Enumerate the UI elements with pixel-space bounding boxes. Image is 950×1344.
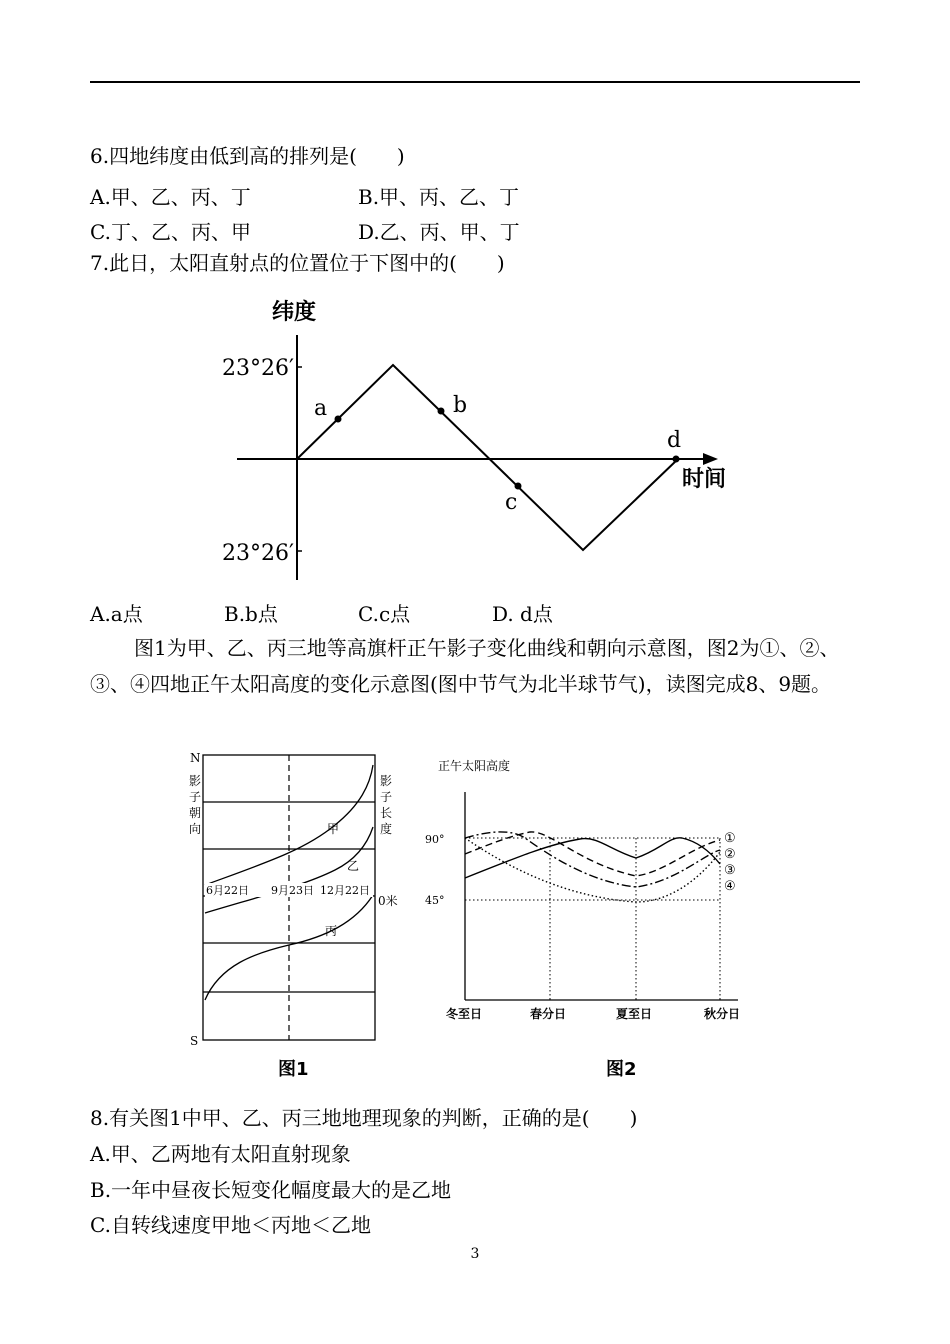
fig1-right-label-3: 长 <box>380 806 393 820</box>
q6-option-d: D.乙、丙、甲、丁 <box>358 220 520 244</box>
fig2-x-label-2: 春分日 <box>530 1007 567 1021</box>
fig2-label-1: ① <box>724 831 736 846</box>
point-a-marker <box>335 416 342 423</box>
q7-stem: 7.此日，太阳直射点的位置位于下图中的( ) <box>90 251 505 275</box>
q8-option-a: A.甲、乙两地有太阳直射现象 <box>90 1142 351 1166</box>
q6-stem: 6.四地纬度由低到高的排列是( ) <box>90 144 405 168</box>
figure-2 <box>420 752 760 1082</box>
fig2-x-label-3: 夏至日 <box>616 1007 653 1021</box>
fig1-label-yi: 乙 <box>347 859 360 873</box>
fig1-left-label-1: 影 <box>189 774 202 788</box>
fig2-x-label-1: 冬至日 <box>446 1007 483 1021</box>
q6-option-a: A.甲、乙、丙、丁 <box>90 185 251 209</box>
q8-stem: 8.有关图1中甲、乙、丙三地地理现象的判断，正确的是( ) <box>90 1106 638 1130</box>
intro-paragraph: 图1为甲、乙、丙三地等高旗杆正午影子变化曲线和朝向示意图，图2为①、②、③、④四地正午太阳高度的变化示意图(图中节气为北半球节气)，读图完成8、9题。 <box>90 636 840 696</box>
fig2-x-label-4: 秋分日 <box>704 1007 741 1021</box>
fig2-series-4 <box>465 838 720 902</box>
fig1-caption: 图1 <box>278 1059 309 1080</box>
y-axis-label: 纬度 <box>272 300 317 325</box>
fig2-tick-90: 90° <box>425 833 445 846</box>
q8-option-b: B.一年中昼夜长短变化幅度最大的是乙地 <box>90 1178 452 1202</box>
fig1-date-2: 9月23日 <box>271 884 314 897</box>
fig1-north-label: N <box>190 751 201 765</box>
fig1-left-label-4: 向 <box>189 822 202 836</box>
point-c-label: c <box>505 490 518 515</box>
q8-option-c: C.自转线速度甲地＜丙地＜乙地 <box>90 1213 371 1237</box>
tick-label-bottom: 23°26′ <box>222 541 294 566</box>
point-b-marker <box>438 408 445 415</box>
subsolar-path <box>297 365 678 550</box>
header-rule <box>90 81 860 83</box>
fig2-title: 正午太阳高度 <box>438 759 511 773</box>
fig1-label-jia: 甲 <box>327 822 340 836</box>
figure-1 <box>185 745 415 1085</box>
q6-option-c: C.丁、乙、丙、甲 <box>90 220 251 244</box>
point-d-label: d <box>667 428 682 453</box>
fig1-right-label-1: 影 <box>380 774 393 788</box>
q7-option-a: A.a点 <box>90 602 143 626</box>
point-a-label: a <box>314 396 328 421</box>
page-number: 3 <box>470 1246 480 1262</box>
fig2-tick-45: 45° <box>425 894 445 907</box>
latitude-time-figure <box>200 285 760 585</box>
fig2-label-4: ④ <box>724 879 736 894</box>
fig1-south-label: S <box>190 1034 199 1048</box>
fig1-right-label-2: 子 <box>380 790 393 804</box>
fig1-zero-label: 0米 <box>378 894 398 908</box>
x-axis-label: 时间 <box>682 467 727 492</box>
q7-option-d: D. d点 <box>492 602 553 626</box>
fig1-left-label-3: 朝 <box>189 806 202 820</box>
point-b-label: b <box>453 393 468 418</box>
fig1-date-3: 12月22日 <box>320 884 370 897</box>
fig1-left-label-2: 子 <box>189 790 202 804</box>
x-axis-arrow <box>703 453 718 465</box>
fig1-date-1: 6月22日 <box>206 884 249 897</box>
fig1-label-bing: 丙 <box>325 924 338 938</box>
fig2-caption: 图2 <box>606 1059 637 1080</box>
q6-option-b: B.甲、丙、乙、丁 <box>358 185 520 209</box>
fig2-label-2: ② <box>724 847 736 862</box>
q7-option-c: C.c点 <box>358 602 411 626</box>
fig2-label-3: ③ <box>724 863 736 878</box>
point-d-marker <box>673 456 680 463</box>
q7-option-b: B.b点 <box>224 602 278 626</box>
fig1-right-label-4: 度 <box>380 822 393 836</box>
point-c-marker <box>515 483 522 490</box>
tick-label-top: 23°26′ <box>222 356 294 381</box>
